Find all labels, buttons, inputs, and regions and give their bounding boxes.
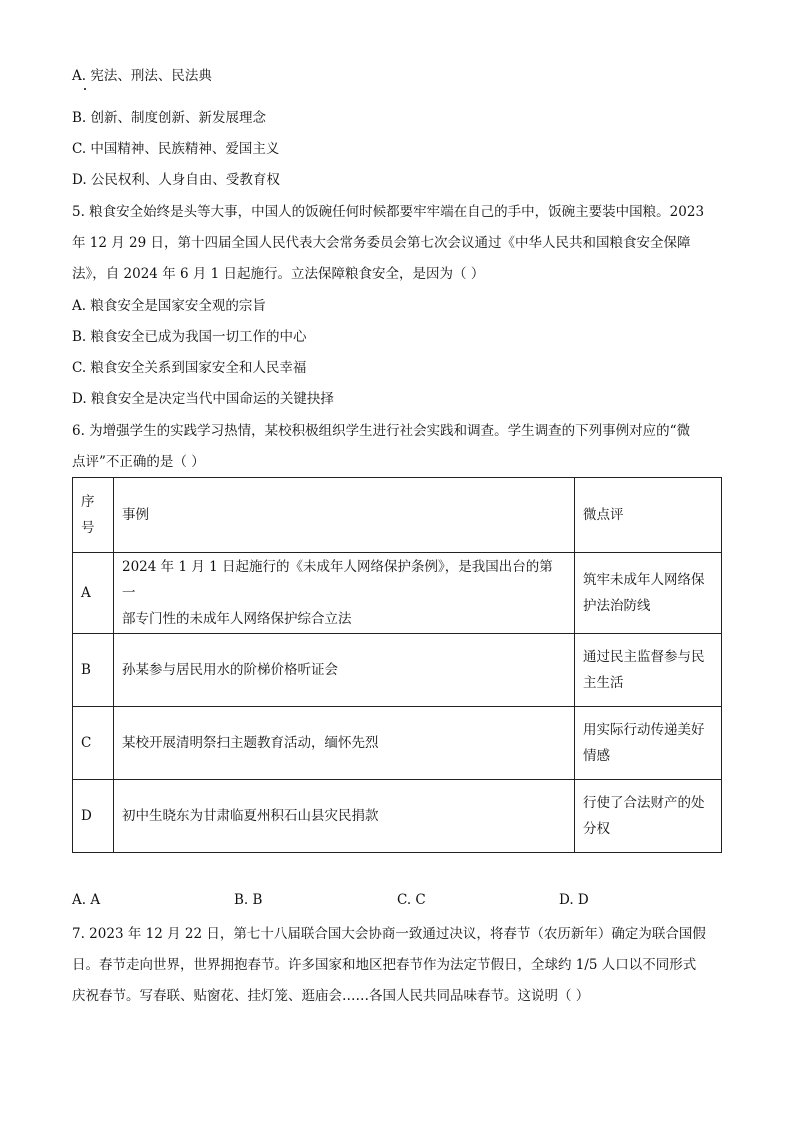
table-row xyxy=(73,780,722,853)
q5-option-a: A. 粮食安全是国家安全观的宗旨 xyxy=(72,298,266,314)
row-case: 孙某参与居民用水的阶梯价格听证会 xyxy=(114,634,575,707)
q7-stem-line: 7. 2023 年 12 月 22 日，第七十八届联合国大会协商一致通过决议，将春节（农历新年）确定为联合国假 xyxy=(72,926,706,942)
q5-option-d: D. 粮食安全是决定当代中国命运的关键抉择 xyxy=(72,391,334,407)
q6-table xyxy=(72,477,722,853)
table-row xyxy=(73,634,722,707)
q4-option-a: A. 宪法、刑法、民法典 xyxy=(72,68,212,84)
q4-option-d: D. 公民权利、人身自由、受教育权 xyxy=(72,172,280,188)
row-comment-line: 主生活 xyxy=(583,675,624,691)
row-no: A xyxy=(73,553,114,634)
row-case xyxy=(114,553,575,634)
row-case: 某校开展清明祭扫主题教育活动，缅怀先烈 xyxy=(114,707,575,780)
table-row xyxy=(73,707,722,780)
q5-option-b: B. 粮食安全已成为我国一切工作的中心 xyxy=(72,329,307,345)
header-no xyxy=(73,478,114,553)
row-comment xyxy=(575,634,722,707)
q7-stem-line: 庆祝春节。写春联、贴窗花、挂灯笼、逛庙会……各国人民共同品味春节。这说明（ ） xyxy=(72,988,590,1004)
table-row xyxy=(73,553,722,634)
header-case: 事例 xyxy=(114,478,575,553)
row-comment-line: 用实际行动传递美好 xyxy=(583,722,705,738)
row-comment-line: 情感 xyxy=(583,748,610,764)
row-no: D xyxy=(73,780,114,853)
q6-stem-line: 6. 为增强学生的实践学习热情，某校积极组织学生进行社会实践和调查。学生调查的下列事例对应的“微 xyxy=(72,423,691,439)
q4-option-c: C. 中国精神、民族精神、爱国主义 xyxy=(72,141,280,157)
row-comment-line: 分权 xyxy=(583,821,610,837)
row-case: 初中生晓东为甘肃临夏州积石山县灾民捐款 xyxy=(114,780,575,853)
header-comment: 微点评 xyxy=(575,478,722,553)
table-header-row xyxy=(73,478,722,553)
q6-option-a: A. A xyxy=(72,892,101,908)
q5-stem-line: 5. 粮食安全始终是头等大事，中国人的饭碗任何时候都要牢牢端在自己的手中，饭碗主要装中国粮。2023 xyxy=(72,204,705,220)
row-comment xyxy=(575,780,722,853)
row-no: C xyxy=(73,707,114,780)
q6-option-c: C. C xyxy=(397,892,426,908)
q7-stem-line: 日。春节走向世界，世界拥抱春节。许多国家和地区把春节作为法定节假日，全球约 1/5 人口以不同形式 xyxy=(72,957,697,973)
header-no-line: 序 xyxy=(81,494,95,510)
q5-stem-line: 法》，自 2024 年 6 月 1 日起施行。立法保障粮食安全，是因为（ ） xyxy=(72,266,485,282)
row-no: B xyxy=(73,634,114,707)
q4-option-b: B. 创新、制度创新、新发展理念 xyxy=(72,110,267,126)
q6-option-d: D. D xyxy=(559,892,589,908)
row-comment-line: 通过民主监督参与民 xyxy=(583,649,705,665)
q6-option-b: B. B xyxy=(234,892,263,908)
row-comment xyxy=(575,553,722,634)
row-comment-line: 行使了合法财产的处 xyxy=(583,795,705,811)
row-case-line: 部专门性的未成年人网络保护综合立法 xyxy=(122,611,352,627)
row-comment-line: 筑牢未成年人网络保 xyxy=(583,572,705,588)
stray-dot xyxy=(84,88,86,90)
q5-option-c: C. 粮食安全关系到国家安全和人民幸福 xyxy=(72,360,307,376)
row-comment xyxy=(575,707,722,780)
row-case-line: 2024 年 1 月 1 日起施行的《未成年人网络保护条例》，是我国出台的第一 xyxy=(122,559,553,601)
row-comment-line: 护法治防线 xyxy=(583,598,651,614)
q6-stem-line: 点评”不正确的是（ ） xyxy=(72,454,205,470)
q5-stem-line: 年 12 月 29 日，第十四届全国人民代表大会常务委员会第七次会议通过《中华人民共和国粮食安全保障 xyxy=(72,235,691,251)
header-no-line: 号 xyxy=(81,520,95,536)
